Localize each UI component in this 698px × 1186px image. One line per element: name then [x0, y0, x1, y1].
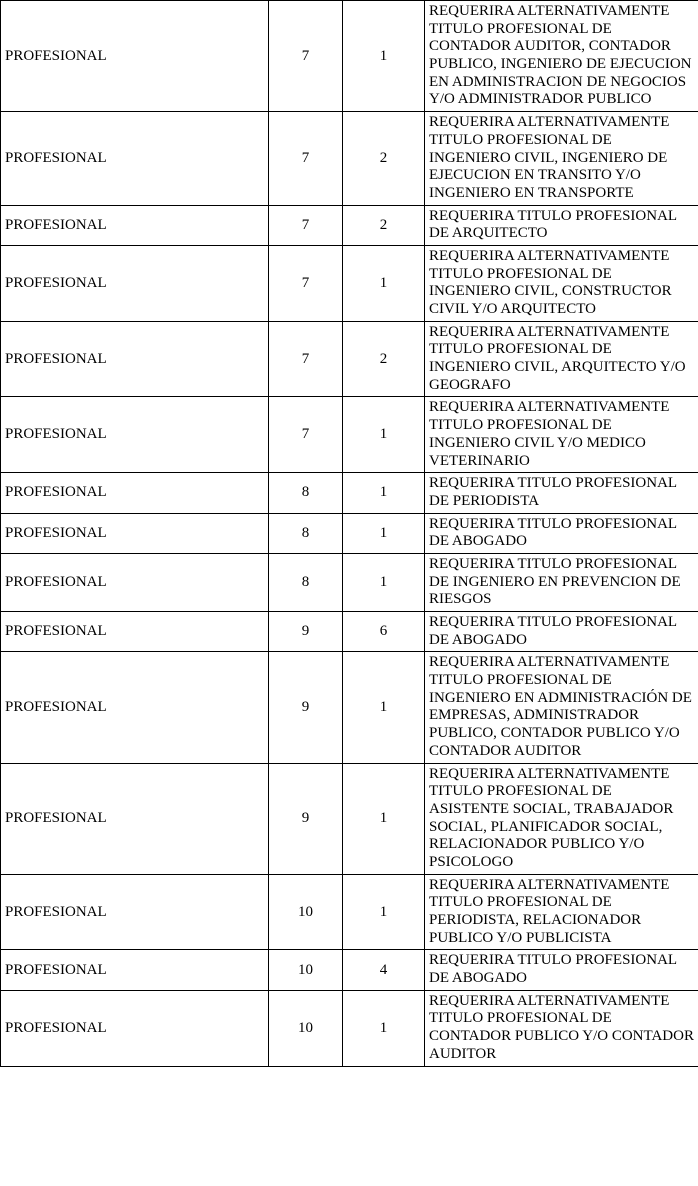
category-cell: PROFESIONAL: [1, 245, 269, 321]
category-cell: PROFESIONAL: [1, 112, 269, 205]
requirement-cell: REQUERIRA TITULO PROFESIONAL DE PERIODISTA: [425, 473, 698, 513]
count-cell: 1: [343, 874, 425, 950]
grade-cell: 8: [269, 553, 343, 611]
requirement-cell: REQUERIRA ALTERNATIVAMENTE TITULO PROFESIONAL DE CONTADOR PUBLICO Y/O CONTADOR AUDITOR: [425, 990, 698, 1066]
table-row: [1, 473, 698, 513]
category-cell: PROFESIONAL: [1, 397, 269, 473]
table-row: [1, 321, 698, 397]
category-cell: PROFESIONAL: [1, 1, 269, 112]
requirement-cell: REQUERIRA ALTERNATIVAMENTE TITULO PROFESIONAL DE INGENIERO CIVIL, CONSTRUCTOR CIVIL Y/O ARQUITECTO: [425, 245, 698, 321]
count-cell: 1: [343, 553, 425, 611]
table-row: [1, 1, 698, 112]
category-cell: PROFESIONAL: [1, 553, 269, 611]
requirement-cell: REQUERIRA TITULO PROFESIONAL DE ARQUITECTO: [425, 205, 698, 245]
category-cell: PROFESIONAL: [1, 990, 269, 1066]
count-cell: 4: [343, 950, 425, 990]
table-row: [1, 112, 698, 205]
grade-cell: 7: [269, 397, 343, 473]
requirement-cell: REQUERIRA ALTERNATIVAMENTE TITULO PROFESIONAL DE INGENIERO CIVIL, ARQUITECTO Y/O GEOGRAFO: [425, 321, 698, 397]
requirement-cell: REQUERIRA ALTERNATIVAMENTE TITULO PROFESIONAL DE INGENIERO CIVIL Y/O MEDICO VETERINARIO: [425, 397, 698, 473]
requirement-cell: REQUERIRA TITULO PROFESIONAL DE ABOGADO: [425, 513, 698, 553]
table-body: [1, 1, 698, 1067]
grade-cell: 10: [269, 990, 343, 1066]
category-cell: PROFESIONAL: [1, 473, 269, 513]
table-row: [1, 205, 698, 245]
category-cell: PROFESIONAL: [1, 205, 269, 245]
grade-cell: 7: [269, 112, 343, 205]
grade-cell: 8: [269, 513, 343, 553]
table-row: [1, 950, 698, 990]
count-cell: 1: [343, 990, 425, 1066]
grade-cell: 7: [269, 1, 343, 112]
table-row: [1, 245, 698, 321]
count-cell: 1: [343, 652, 425, 763]
requirement-cell: REQUERIRA ALTERNATIVAMENTE TITULO PROFESIONAL DE ASISTENTE SOCIAL, TRABAJADOR SOCIAL, PLANIFICADOR SOCIAL, RELACIONADOR PUBLICO Y/O PSICOLOGO: [425, 763, 698, 874]
count-cell: 1: [343, 513, 425, 553]
requirement-cell: REQUERIRA TITULO PROFESIONAL DE ABOGADO: [425, 612, 698, 652]
category-cell: PROFESIONAL: [1, 652, 269, 763]
category-cell: PROFESIONAL: [1, 321, 269, 397]
count-cell: 1: [343, 245, 425, 321]
count-cell: 1: [343, 473, 425, 513]
requirement-cell: REQUERIRA ALTERNATIVAMENTE TITULO PROFESIONAL DE INGENIERO EN ADMINISTRACIÓN DE EMPRESAS, ADMINISTRADOR PUBLICO, CONTADOR PUBLICO Y/O CONTADOR AUDITOR: [425, 652, 698, 763]
category-cell: PROFESIONAL: [1, 513, 269, 553]
grade-cell: 8: [269, 473, 343, 513]
table-row: [1, 397, 698, 473]
requirement-cell: REQUERIRA ALTERNATIVAMENTE TITULO PROFESIONAL DE PERIODISTA, RELACIONADOR PUBLICO Y/O PUBLICISTA: [425, 874, 698, 950]
table-row: [1, 874, 698, 950]
requirement-cell: REQUERIRA ALTERNATIVAMENTE TITULO PROFESIONAL DE CONTADOR AUDITOR, CONTADOR PUBLICO, INGENIERO DE EJECUCION EN ADMINISTRACION DE NEGOCIOS Y/O ADMINISTRADOR PUBLICO: [425, 1, 698, 112]
grade-cell: 9: [269, 763, 343, 874]
grade-cell: 7: [269, 321, 343, 397]
count-cell: 1: [343, 1, 425, 112]
count-cell: 1: [343, 763, 425, 874]
table-row: [1, 652, 698, 763]
grade-cell: 10: [269, 874, 343, 950]
category-cell: PROFESIONAL: [1, 950, 269, 990]
table-row: [1, 513, 698, 553]
grade-cell: 7: [269, 245, 343, 321]
requirement-cell: REQUERIRA TITULO PROFESIONAL DE INGENIERO EN PREVENCION DE RIESGOS: [425, 553, 698, 611]
grade-cell: 9: [269, 652, 343, 763]
table-row: [1, 553, 698, 611]
requirement-cell: REQUERIRA ALTERNATIVAMENTE TITULO PROFESIONAL DE INGENIERO CIVIL, INGENIERO DE EJECUCION EN TRANSITO Y/O INGENIERO EN TRANSPORTE: [425, 112, 698, 205]
grade-cell: 7: [269, 205, 343, 245]
requirement-cell: REQUERIRA TITULO PROFESIONAL DE ABOGADO: [425, 950, 698, 990]
grade-cell: 9: [269, 612, 343, 652]
table-row: [1, 990, 698, 1066]
count-cell: 1: [343, 397, 425, 473]
grade-cell: 10: [269, 950, 343, 990]
count-cell: 2: [343, 112, 425, 205]
category-cell: PROFESIONAL: [1, 874, 269, 950]
count-cell: 2: [343, 205, 425, 245]
category-cell: PROFESIONAL: [1, 612, 269, 652]
table-row: [1, 763, 698, 874]
category-cell: PROFESIONAL: [1, 763, 269, 874]
table-row: [1, 612, 698, 652]
count-cell: 6: [343, 612, 425, 652]
count-cell: 2: [343, 321, 425, 397]
